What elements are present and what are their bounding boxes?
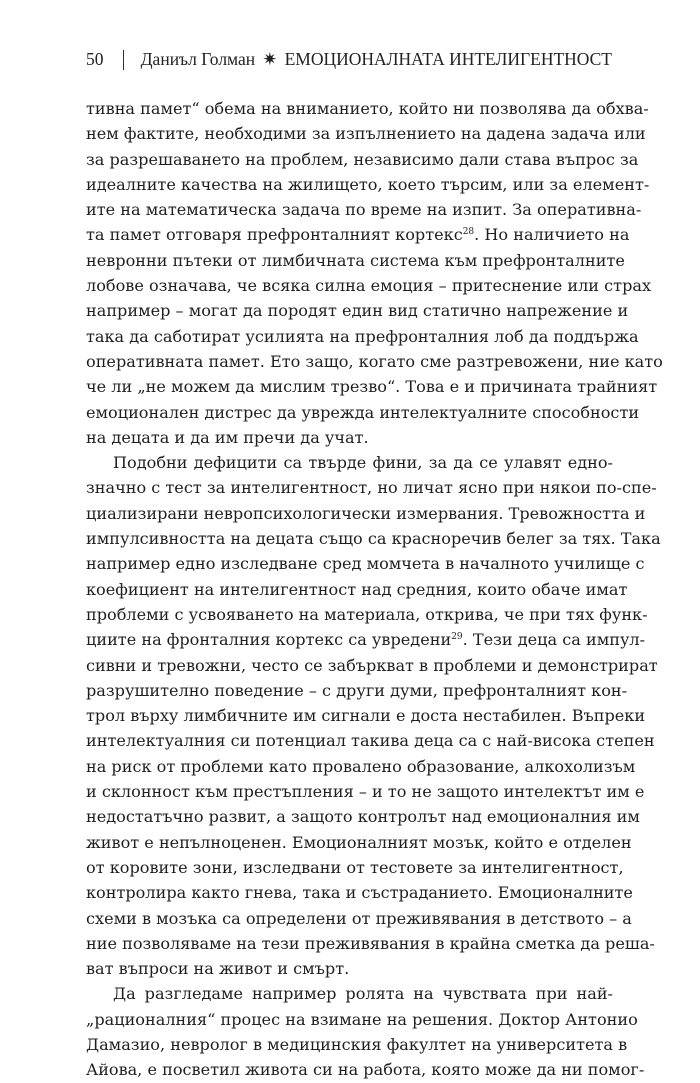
text-line: схеми в мозъка са определени от преживявания в детството – а — [86, 908, 632, 928]
text-line: та памет отговаря префронталният кортекс$^{28}$. Но наличието на — [86, 225, 630, 245]
text-line: например – могат да породят един вид статично напрежение и — [86, 301, 629, 321]
text-line: оперативната памет. Ето защо, когато сме разтревожени, ние като — [86, 351, 663, 371]
text-line: например едно изследване сред момчета в началното училище с — [86, 554, 645, 574]
text-line: проблеми с усвояването на материала, открива, че при тях функ- — [86, 604, 648, 624]
text-line: от коровите зони, изследвани от тестовете за интелигентност, — [86, 857, 624, 877]
text-line: недостатъчно развит, а защото контролът над емоционалния им — [86, 807, 640, 827]
text-line: за разрешаването на проблем, независимо дали става въпрос за — [86, 149, 639, 169]
text-line: Айова, е посветил живота си на работа, която може да ни помог- — [86, 1060, 645, 1080]
page-number: 50 — [86, 49, 104, 69]
footnote-reference: 28 — [462, 227, 475, 238]
text-line: „рационалния“ процес на взимане на решения. Доктор Антонио — [86, 1009, 638, 1029]
text-line: значно с тест за интелигентност, но личат ясно при някои по-спе- — [86, 478, 657, 498]
text-line: емоционален дистрес да уврежда интелектуалните способности — [86, 402, 640, 422]
author-name: Даниъл Голман — [140, 49, 256, 69]
text-line: тивна памет“ обема на вниманието, който ни позволява да обхва- — [86, 99, 649, 118]
header-divider — [123, 50, 124, 70]
text-line: циите на фронталния кортекс са увредени$^{29}$. Тези деца са импул- — [86, 630, 646, 650]
text-line: Да разгледаме например ролята на чувствата при най- — [113, 984, 613, 1004]
text-line: ват въпроси на живот и смърт. — [86, 959, 350, 979]
running-header — [86, 49, 612, 75]
text-line: и склонност към престъпления – и то не защото интелектът им е — [86, 782, 645, 802]
star-separator-icon: ✷ — [262, 49, 278, 69]
running-title — [141, 49, 612, 70]
body-text — [86, 96, 663, 1083]
text-line: Дамазио, невролог в медицинския факултет на университета в — [86, 1034, 628, 1054]
book-title: ЕМОЦИОНАЛНАТА ИНТЕЛИГЕНТНОСТ — [284, 49, 612, 69]
text-line: контролира както гнева, така и състраданието. Емоционалните — [86, 883, 633, 903]
text-line: ние позволяваме на тези преживявания в крайна сметка да реша- — [86, 933, 655, 953]
text-line: сивни и тревожни, често се забъркват в проблеми и демонстрират — [86, 655, 658, 675]
text-line: разрушително поведение – с други думи, префронталният кон- — [86, 680, 628, 700]
text-line: ите на математическа задача по време на изпит. За оперативна- — [86, 200, 642, 220]
footnote-reference: 29 — [451, 632, 463, 643]
text-line: на риск от проблеми като провалено образование, алкохолизъм — [86, 756, 636, 776]
text-line: така да саботират усилията на префронталния лоб да поддържа — [86, 326, 639, 346]
text-line: коефициент на интелигентност над средния, които обаче имат — [86, 579, 628, 599]
text-line: на децата и да им пречи да учат. — [86, 427, 369, 447]
text-line: нем фактите, необходими за изпълнението на дадена задача или — [86, 124, 646, 144]
text-line: циализирани невропсихологически измервания. Тревожността и — [86, 503, 646, 523]
text-line: интелектуалния си потенциал такива деца са с най-висока степен — [86, 731, 655, 751]
text-line: импулсивността на децата също са красноречив белег за тях. Така — [86, 529, 661, 549]
text-line: трол върху лимбичните им сигнали е доста нестабилен. Въпреки — [86, 706, 646, 726]
text-line: лобове означава, че всяка силна емоция – притеснение или страх — [86, 276, 652, 296]
text-line: че ли „не можем да мислим трезво“. Това е и причината трайният — [86, 377, 658, 397]
text-line: невронни пътеки от лимбичната система към префронталните — [86, 250, 625, 270]
text-line: живот е непълноценен. Емоционалният мозък, който е отделен — [86, 832, 632, 852]
text-line: идеалните качества на жилището, което търсим, или за елемент- — [86, 174, 650, 194]
text-line: Подобни дефицити са твърде фини, за да се улавят едно- — [113, 453, 613, 473]
